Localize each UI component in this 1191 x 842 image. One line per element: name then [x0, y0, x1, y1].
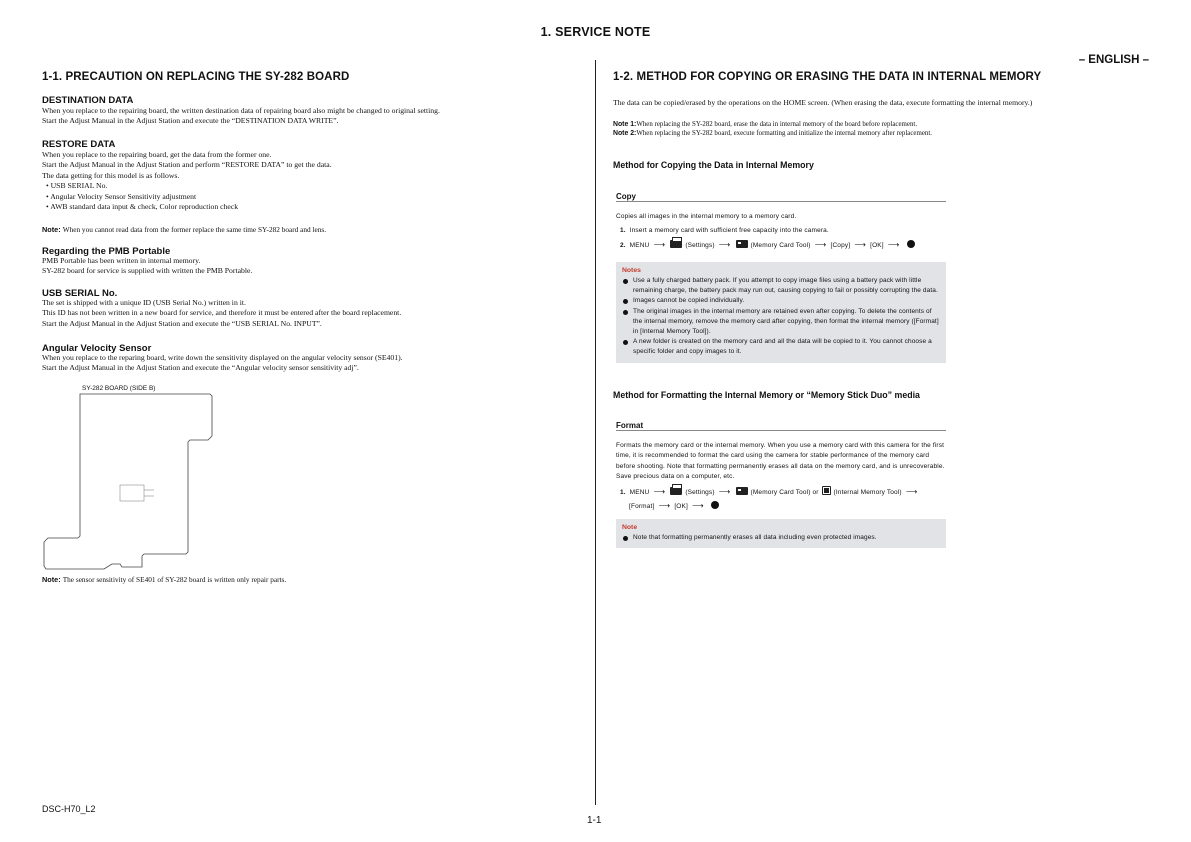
notes-list	[622, 276, 940, 358]
arrow-right-icon: ⟶	[692, 501, 704, 511]
board-outline-diagram	[42, 392, 222, 572]
bullet-icon	[623, 310, 628, 315]
usb-title: USB SERIAL No.	[42, 288, 118, 299]
format-box-title: Format	[616, 421, 644, 430]
text-line: PMB Portable has been written in internal memory.	[42, 256, 201, 265]
pmb-title: Regarding the PMB Portable	[42, 246, 171, 257]
copy-description: Copies all images in the internal memory to a memory card.	[616, 213, 797, 220]
text-line: When you replace to the repairing board, get the data from the former one.	[42, 150, 272, 159]
column-divider	[595, 60, 596, 805]
step-text: Insert a memory card with sufficient free capacity into the camera.	[629, 227, 829, 234]
arrow-right-icon: ⟶	[653, 487, 666, 496]
note-text: The sensor sensitivity of SE401 of SY-282 board is written only repair parts.	[62, 575, 287, 584]
settings-label: (Settings)	[685, 489, 715, 496]
copy-box-header	[616, 186, 946, 202]
footer-model: DSC-H70_L2	[42, 804, 96, 814]
step-line	[620, 501, 950, 512]
settings-icon	[670, 240, 682, 248]
arrow-right-icon: ⟶	[718, 240, 731, 249]
section-heading-1-1: 1-1. PRECAUTION ON REPLACING THE SY-282 BOARD	[42, 71, 350, 83]
page-title: 1. SERVICE NOTE	[540, 25, 651, 39]
list-item: • AWB standard data input & check, Color reproduction check	[46, 202, 239, 212]
arrow-right-icon: ⟶	[905, 487, 918, 496]
bullet-icon	[623, 299, 628, 304]
note-text: Images cannot be copied individually.	[633, 297, 745, 305]
text-line: When you replace to the repairing board, the written destination data of repairing board also might be changed to original setting.	[42, 106, 440, 115]
notes-list	[622, 533, 940, 543]
board-outline	[44, 394, 212, 569]
copy-step-2	[620, 240, 950, 251]
left-column	[42, 0, 582, 842]
step-line	[620, 486, 950, 498]
arrow-right-icon: ⟶	[814, 240, 827, 249]
restore-title: RESTORE DATA	[42, 139, 116, 150]
board-diagram-label: SY-282 BOARD (SIDE B)	[82, 385, 156, 392]
shutter-button-icon	[711, 501, 719, 509]
arrow-right-icon: ⟶	[718, 487, 731, 496]
settings-label: (Settings)	[685, 242, 715, 249]
note-label: Note:	[42, 225, 61, 234]
pmb-text	[42, 256, 582, 277]
note-text: A new folder is created on the memory card and all the data will be copied to it. You cannot choose a specific folder and copy images to it.	[633, 338, 932, 356]
text-line: Start the Adjust Manual in the Adjust Station and execute the “Angular velocity sensor sensitivity adj”.	[42, 363, 359, 373]
format-box-header	[616, 415, 946, 431]
avs-title: Angular Velocity Sensor	[42, 343, 152, 354]
copy-notes-box	[616, 262, 946, 363]
memory-card-icon	[736, 240, 748, 248]
copy-box-title: Copy	[616, 192, 636, 201]
note-2	[613, 129, 1153, 139]
language-label: – ENGLISH –	[1078, 54, 1149, 66]
text-line: Start the Adjust Manual in the Adjust Station and execute the “DESTINATION DATA WRITE”.	[42, 116, 339, 126]
note-text: When replacing the SY-282 board, erase the data in internal memory of the board before replacement.	[636, 121, 918, 128]
format-note-box	[616, 519, 946, 548]
ok-label: [OK]	[870, 242, 884, 249]
bullet-icon	[623, 279, 628, 284]
note-text: Use a fully charged battery pack. If you attempt to copy image files using a battery pack with little remaining charge, the battery pack may run out, causing copying to fail or possibly corrupting the data.	[633, 277, 938, 295]
arrow-right-icon: ⟶	[887, 240, 900, 249]
memory-card-icon	[736, 487, 748, 495]
note-cannot-read	[42, 225, 582, 235]
bullet-icon	[623, 340, 628, 345]
text-line: The set is shipped with a unique ID (USB Serial No.) written in it.	[42, 298, 246, 307]
format-method-title: Method for Formatting the Internal Memory or “Memory Stick Duo” media	[613, 390, 920, 400]
copy-label: [Copy]	[830, 242, 851, 249]
destination-title: DESTINATION DATA	[42, 95, 134, 106]
format-label: [Format]	[629, 503, 655, 511]
bullet-icon	[623, 536, 628, 541]
note-sensor-sensitivity	[42, 575, 582, 585]
list-item	[622, 296, 940, 306]
destination-text	[42, 106, 582, 127]
text-line: The data getting for this model is as follows.	[42, 170, 180, 180]
menu-label: MENU	[629, 242, 650, 249]
memory-card-tool-label: (Memory Card Tool) or	[750, 489, 819, 496]
shutter-button-icon	[907, 240, 915, 248]
memory-card-tool-label: (Memory Card Tool)	[750, 242, 811, 249]
internal-memory-tool-label: (Internal Memory Tool)	[833, 489, 902, 496]
copy-step-1	[620, 226, 946, 236]
arrow-right-icon: ⟶	[658, 501, 671, 511]
format-step-1	[620, 486, 950, 513]
list-item	[622, 307, 940, 338]
note-text: When replacing the SY-282 board, execute formatting and initialize the internal memory after replacement.	[636, 130, 932, 137]
text-line: Start the Adjust Manual in the Adjust Station and perform “RESTORE DATA” to get the data.	[42, 160, 332, 170]
list-item	[622, 337, 940, 357]
avs-text	[42, 353, 582, 374]
step-number: 2.	[620, 242, 626, 249]
note-title: Note	[622, 524, 638, 531]
internal-memory-icon	[822, 486, 831, 495]
copy-method-title: Method for Copying the Data in Internal Memory	[613, 160, 814, 170]
text-line: This ID has not been written in a new board for service, and therefore it must be entered after the board replacement.	[42, 308, 402, 318]
ok-label: [OK]	[674, 503, 688, 511]
list-item	[622, 533, 940, 543]
text-line: When you replace to the reparing board, write down the sensitivity displayed on the angular velocity sensor (SE401).	[42, 353, 403, 362]
list-item: • Angular Velocity Sensor Sensitivity adjustment	[46, 191, 197, 201]
note-text: When you cannot read data from the former replace the same time SY-282 board and lens.	[62, 225, 327, 234]
list-item: • USB SERIAL No.	[46, 181, 108, 191]
intro-text: The data can be copied/erased by the operations on the HOME screen. (When erasing the data, execute formatting the internal memory.)	[613, 98, 1033, 107]
notes-title: Notes	[622, 267, 641, 274]
step-number: 1.	[620, 227, 626, 234]
menu-label: MENU	[629, 489, 650, 496]
note-text: Note that formatting permanently erases all data including even protected images.	[633, 534, 877, 541]
note-text: The original images in the internal memory are retained even after copying. To delete the contents of the internal memory, remove the memory card after copying, then format the internal memory ([Format] in [Internal Memory Tool]).	[633, 307, 939, 336]
note-label: Note:	[42, 575, 61, 584]
step-number: 1.	[620, 489, 626, 496]
note-label: Note 2:	[613, 130, 637, 137]
text-line: Start the Adjust Manual in the Adjust Station and execute the “USB SERIAL No. INPUT”.	[42, 318, 322, 328]
se401-sensor	[120, 485, 144, 501]
list-item	[622, 276, 940, 296]
restore-text	[42, 150, 582, 212]
section-heading-1-2: 1-2. METHOD FOR COPYING OR ERASING THE DATA IN INTERNAL MEMORY	[613, 71, 1042, 83]
usb-text	[42, 298, 582, 329]
arrow-right-icon: ⟶	[854, 240, 866, 249]
text-line: SY-282 board for service is supplied with written the PMB Portable.	[42, 266, 253, 276]
settings-icon	[670, 487, 682, 495]
arrow-right-icon: ⟶	[653, 240, 666, 249]
format-description: Formats the memory card or the internal memory. When you use a memory card with this camera for the first time, it is recommended to format the card using the camera for stable performance of the memory card before shooting. Note that formatting permanently erases all data on the memory card, and is unrecoverable. Save precious data on a computer, etc.	[616, 442, 945, 480]
note-label: Note 1:	[613, 121, 637, 128]
footer-page-number: 1-1	[587, 815, 602, 826]
